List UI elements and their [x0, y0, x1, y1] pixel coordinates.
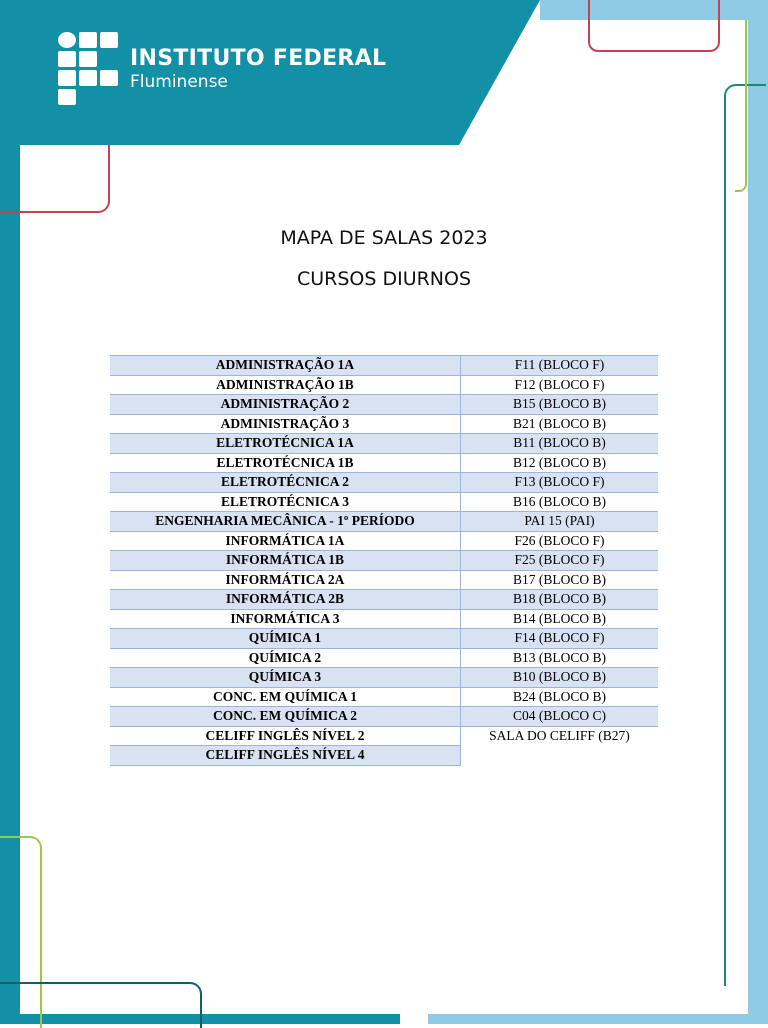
- room-cell: B24 (BLOCO B): [461, 687, 659, 707]
- course-cell: QUÍMICA 2: [110, 648, 461, 668]
- course-cell: INFORMÁTICA 2A: [110, 570, 461, 590]
- course-cell: INFORMÁTICA 3: [110, 609, 461, 629]
- decorative-red-frame-top: [588, 0, 720, 52]
- logo-subtitle: Fluminense: [130, 71, 228, 92]
- table-row: [110, 590, 658, 610]
- course-cell: ENGENHARIA MECÂNICA - 1º PERÍODO: [110, 512, 461, 532]
- course-cell: INFORMÁTICA 1A: [110, 531, 461, 551]
- table-row: [110, 395, 658, 415]
- table-row: [110, 356, 658, 376]
- course-cell: QUÍMICA 3: [110, 668, 461, 688]
- room-cell: B16 (BLOCO B): [461, 492, 659, 512]
- table-row: [110, 473, 658, 493]
- room-cell: B18 (BLOCO B): [461, 590, 659, 610]
- course-cell: ADMINISTRAÇÃO 3: [110, 414, 461, 434]
- table-row: [110, 434, 658, 454]
- decorative-lime-line-right: [735, 20, 747, 192]
- room-cell: B12 (BLOCO B): [461, 453, 659, 473]
- decorative-red-frame-left: [0, 145, 110, 213]
- course-cell: CELIFF INGLÊS NÍVEL 4: [110, 746, 461, 766]
- course-cell: ELETROTÉCNICA 2: [110, 473, 461, 493]
- course-cell: ELETROTÉCNICA 3: [110, 492, 461, 512]
- room-cell: B13 (BLOCO B): [461, 648, 659, 668]
- decorative-green-line-right: [724, 84, 766, 986]
- room-cell: PAI 15 (PAI): [461, 512, 659, 532]
- room-cell: F14 (BLOCO F): [461, 629, 659, 649]
- logo-text: [130, 46, 386, 92]
- room-cell: F12 (BLOCO F): [461, 375, 659, 395]
- room-cell: F25 (BLOCO F): [461, 551, 659, 571]
- table-row: [110, 707, 658, 727]
- course-cell: INFORMÁTICA 2B: [110, 590, 461, 610]
- room-cell: F13 (BLOCO F): [461, 473, 659, 493]
- table-row: [110, 629, 658, 649]
- room-cell: B10 (BLOCO B): [461, 668, 659, 688]
- room-cell: B14 (BLOCO B): [461, 609, 659, 629]
- room-cell: F26 (BLOCO F): [461, 531, 659, 551]
- table-row: [110, 726, 658, 746]
- table-row: [110, 453, 658, 473]
- table-row: [110, 668, 658, 688]
- table-row: [110, 551, 658, 571]
- room-cell: B15 (BLOCO B): [461, 395, 659, 415]
- table-row: [110, 609, 658, 629]
- room-cell: F11 (BLOCO F): [461, 356, 659, 376]
- table-row: [110, 687, 658, 707]
- logo-title: INSTITUTO FEDERAL: [130, 45, 387, 71]
- institute-logo: [58, 32, 386, 105]
- course-cell: CELIFF INGLÊS NÍVEL 2: [110, 726, 461, 746]
- room-cell: B21 (BLOCO B): [461, 414, 659, 434]
- course-cell: ADMINISTRAÇÃO 2: [110, 395, 461, 415]
- page-subtitle: CURSOS DIURNOS: [296, 268, 472, 290]
- table-row: [110, 512, 658, 532]
- course-cell: INFORMÁTICA 1B: [110, 551, 461, 571]
- room-cell: B17 (BLOCO B): [461, 570, 659, 590]
- course-cell: ADMINISTRAÇÃO 1B: [110, 375, 461, 395]
- course-cell: ELETROTÉCNICA 1B: [110, 453, 461, 473]
- table-row: [110, 375, 658, 395]
- room-cell: C04 (BLOCO C): [461, 707, 659, 727]
- table-row: [110, 648, 658, 668]
- table-row: [110, 570, 658, 590]
- room-cell: B11 (BLOCO B): [461, 434, 659, 454]
- room-cell: SALA DO CELIFF (B27): [461, 726, 659, 765]
- page-title: MAPA DE SALAS 2023: [280, 227, 488, 249]
- decorative-teal-line-bottom: [0, 982, 202, 1028]
- course-cell: CONC. EM QUÍMICA 2: [110, 707, 461, 727]
- table-row: [110, 492, 658, 512]
- course-cell: ADMINISTRAÇÃO 1A: [110, 356, 461, 376]
- bottom-right-strip: [428, 1014, 768, 1024]
- table-row: [110, 414, 658, 434]
- course-cell: ELETROTÉCNICA 1A: [110, 434, 461, 454]
- course-cell: QUÍMICA 1: [110, 629, 461, 649]
- table-row: [110, 531, 658, 551]
- course-cell: CONC. EM QUÍMICA 1: [110, 687, 461, 707]
- room-map-table: [110, 355, 658, 766]
- logo-grid-icon: [58, 32, 118, 105]
